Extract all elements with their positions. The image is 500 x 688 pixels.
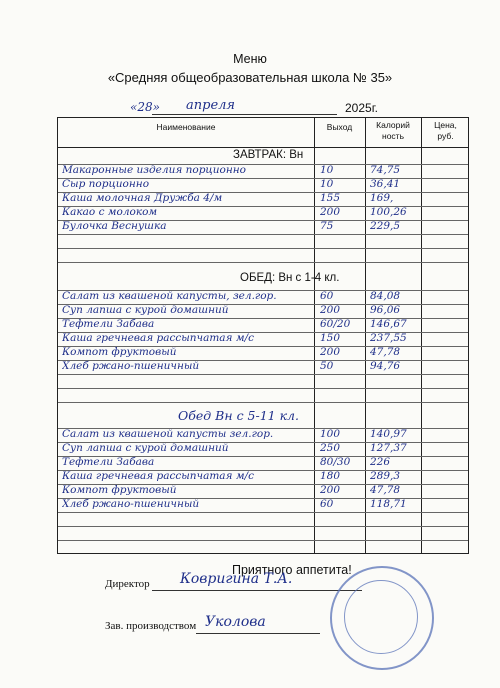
- dish-name: Салат из квашеной капусты зел.гор.: [62, 428, 274, 440]
- dish-calories: 289,3: [370, 470, 401, 482]
- dish-output: 250: [320, 442, 341, 454]
- menu-label: Меню: [233, 52, 267, 66]
- director-underline: [152, 590, 362, 591]
- dish-output: 180: [320, 470, 341, 482]
- lunch-title: [240, 272, 339, 284]
- dish-name: Каша гречневая рассыпчатая м/с: [62, 470, 254, 482]
- breakfast-title: ЗАВТРАК: Вн: [233, 149, 304, 161]
- date-line: [130, 100, 160, 114]
- column-header-output: Выход: [326, 122, 353, 132]
- dish-calories: 36,41: [370, 178, 401, 190]
- price-line2: руб.: [437, 131, 454, 141]
- dish-calories: 94,76: [370, 360, 401, 372]
- column-header-price: [421, 120, 470, 142]
- dish-name: Суп лапша с курой домашний: [62, 304, 229, 316]
- dish-name: Макаронные изделия порционно: [62, 164, 246, 176]
- manager-signature: Уколова: [205, 614, 266, 630]
- dish-calories: 146,67: [370, 318, 407, 330]
- dish-output: 200: [320, 484, 341, 496]
- date-day: «28»: [130, 100, 160, 114]
- header-divider: [58, 147, 468, 148]
- dish-output: 50: [320, 360, 334, 372]
- lunch2-title: Обед Вн с 5-11 кл.: [178, 408, 299, 423]
- dish-calories: 169,: [370, 192, 394, 204]
- stamp-inner-ring: [344, 580, 418, 654]
- dish-output: 60: [320, 290, 334, 302]
- dish-output: 200: [320, 304, 341, 316]
- closing-text: Приятного аппетита!: [232, 563, 352, 577]
- dish-name: Суп лапша с курой домашний: [62, 442, 229, 454]
- date-year: [345, 101, 378, 115]
- dish-output: 10: [320, 164, 334, 176]
- dish-output: 60/20: [320, 318, 351, 330]
- dish-output: 80/30: [320, 456, 351, 468]
- price-line1: Цена,: [434, 120, 457, 130]
- dish-calories: 84,08: [370, 290, 401, 302]
- dish-name: Хлеб ржано-пшеничный: [62, 498, 200, 510]
- dish-name: Сыр порционно: [62, 178, 150, 190]
- school-name: «Средняя общеобразовательная школа № 35»: [107, 70, 393, 85]
- dish-calories: 140,97: [370, 428, 407, 440]
- date-underline: [152, 114, 337, 115]
- dish-calories: 96,06: [370, 304, 401, 316]
- column-header-name: Наименование: [156, 122, 216, 132]
- dish-name: Каша молочная Дружба 4/м: [62, 192, 223, 204]
- dish-name: Компот фруктовый: [62, 346, 177, 358]
- lunch-title-text: ОБЕД: Вн с 1-4 кл.: [240, 272, 340, 284]
- director-label: Директор: [105, 578, 150, 590]
- table-row: [58, 361, 468, 375]
- dish-calories: 47,78: [370, 484, 401, 496]
- table-row: [58, 499, 468, 513]
- dish-calories: 237,55: [370, 332, 407, 344]
- table-row: [58, 221, 468, 235]
- dish-calories: 127,37: [370, 442, 407, 454]
- dish-calories: 229,5: [370, 220, 401, 232]
- date-year-value: 2025: [345, 101, 372, 115]
- dish-name: Тефтели Забава: [62, 318, 155, 330]
- date-month: апреля: [186, 98, 236, 113]
- dish-name: Какао с молоком: [62, 206, 158, 218]
- dish-name: Хлеб ржано-пшеничный: [62, 360, 200, 372]
- dish-name: Каша гречневая рассыпчатая м/с: [62, 332, 254, 344]
- calories-line2: ность: [382, 131, 404, 141]
- dish-output: 100: [320, 428, 341, 440]
- dish-calories: 226: [370, 456, 391, 468]
- manager-underline: [196, 633, 320, 634]
- dish-name: Тефтели Забава: [62, 456, 155, 468]
- menu-table: [57, 117, 469, 554]
- official-stamp-icon: [330, 566, 434, 670]
- dish-calories: 74,75: [370, 164, 401, 176]
- date-year-suffix: г.: [371, 101, 378, 115]
- dish-calories: 47,78: [370, 346, 401, 358]
- director-signature: Ковригина Т.А.: [180, 571, 293, 587]
- dish-output: 75: [320, 220, 334, 232]
- calories-line1: Калорий: [376, 120, 410, 130]
- dish-output: 60: [320, 498, 334, 510]
- dish-calories: 118,71: [370, 498, 407, 510]
- dish-calories: 100,26: [370, 206, 407, 218]
- dish-output: 155: [320, 192, 341, 204]
- column-header-calories: [365, 120, 421, 142]
- dish-output: 10: [320, 178, 334, 190]
- dish-name: Салат из квашеной капусты, зел.гор.: [62, 290, 277, 302]
- dish-output: 200: [320, 206, 341, 218]
- dish-output: 200: [320, 346, 341, 358]
- dish-name: Компот фруктовый: [62, 484, 177, 496]
- dish-name: Булочка Веснушка: [62, 220, 167, 232]
- manager-label: Зав. производством: [105, 620, 197, 632]
- dish-output: 150: [320, 332, 341, 344]
